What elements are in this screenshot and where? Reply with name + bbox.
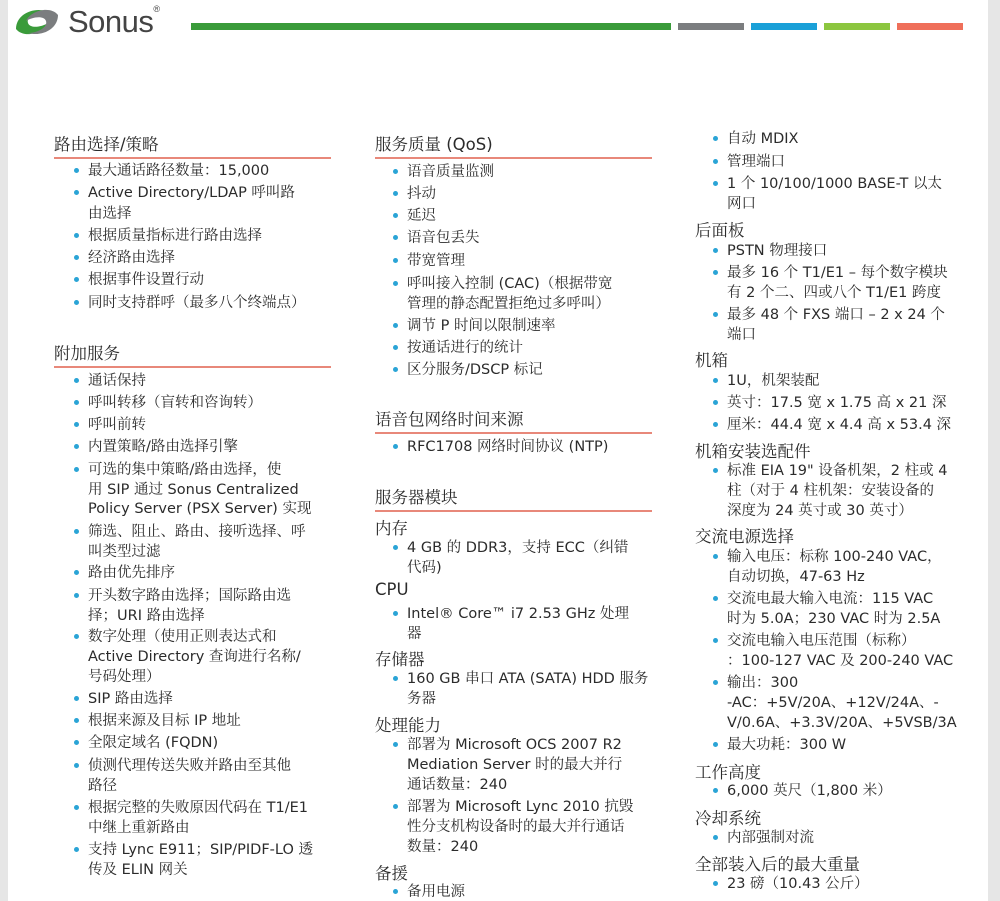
- server-heading: 服务器模块: [375, 488, 458, 507]
- list-item: 输入电压：标称 100-240 VAC，: [727, 547, 942, 568]
- qos-rule: [375, 157, 652, 159]
- list-item: 通话保持: [88, 371, 146, 392]
- list-item: 抖动: [407, 184, 436, 205]
- storage-subheading: 存储器: [375, 650, 425, 669]
- list-item-cont: 器: [407, 626, 422, 642]
- list-item: 备用电源: [407, 882, 465, 901]
- list-item-cont: 有 2 个二、四或八个 T1/E1 跨度: [727, 285, 942, 301]
- list-item: 最大功耗：300 W: [727, 735, 846, 756]
- header-bar-orange: [897, 23, 963, 30]
- list-item: 最大通话路径数量：15,000: [88, 161, 269, 182]
- list-item-cont: 柱（对于 4 柱机架：安装设备的: [727, 483, 934, 499]
- list-item: 延迟: [407, 206, 436, 227]
- list-item: 呼叫前转: [88, 415, 146, 436]
- list-item: 输出：300: [727, 673, 798, 694]
- sonus-logo: [12, 4, 160, 40]
- list-item-cont: 深度为 24 英寸或 30 英寸）: [727, 503, 913, 519]
- header-bar-gray: [678, 23, 744, 30]
- list-item-cont: 时为 5.0A；230 VAC 时为 2.5A: [727, 611, 941, 627]
- list-item: 160 GB 串口 ATA (SATA) HDD 服务: [407, 669, 648, 690]
- list-item: 根据质量指标进行路由选择: [88, 226, 262, 247]
- mount-subheading: 机箱安装选配件: [695, 442, 811, 461]
- list-item-cont: Mediation Server 时的最大并行: [407, 757, 623, 773]
- list-item-cont: 管理的静态配置拒绝过多呼叫）: [407, 296, 610, 312]
- list-item: 侦测代理传送失败并路由至其他: [88, 756, 291, 777]
- list-item-cont: 数量：240: [407, 839, 479, 855]
- routing-heading: 路由选择/策略: [54, 135, 159, 154]
- list-item: 部署为 Microsoft OCS 2007 R2: [407, 735, 622, 756]
- list-item: 部署为 Microsoft Lync 2010 抗毁: [407, 797, 633, 818]
- list-item-cont: 网口: [727, 196, 756, 212]
- list-item: 根据事件设置行动: [88, 270, 204, 291]
- timing-rule: [375, 432, 652, 434]
- list-item-cont: 自动切换，47-63 Hz: [727, 569, 865, 585]
- list-item: 数字处理（使用正则表达式和: [88, 627, 277, 648]
- list-item-cont: 端口: [727, 327, 756, 343]
- list-item: 英寸：17.5 宽 x 1.75 高 x 21 深: [727, 393, 946, 414]
- list-item: 交流电输入电压范围（标称）: [727, 631, 916, 652]
- brand-name: Sonus®: [68, 4, 160, 39]
- additional-heading: 附加服务: [54, 344, 120, 363]
- list-item: 1U，机架装配: [727, 371, 819, 392]
- cpu-subheading: CPU: [375, 580, 409, 599]
- header-bar-blue: [751, 23, 817, 30]
- header-bar-lime: [824, 23, 890, 30]
- list-item-cont: 用 SIP 通过 Sonus Centralized: [88, 482, 299, 498]
- list-item-cont: V/0.6A、+3.3V/20A、+5VSB/3A: [727, 715, 957, 731]
- cooling-subheading: 冷却系统: [695, 809, 761, 828]
- additional-rule: [54, 366, 331, 368]
- list-item: 语音包丢失: [407, 228, 480, 249]
- list-item: 厘米：44.4 宽 x 4.4 高 x 53.4 深: [727, 415, 951, 436]
- qos-heading: 服务质量 (QoS): [375, 135, 493, 154]
- list-item: 内部强制对流: [727, 828, 814, 849]
- capacity-subheading: 处理能力: [375, 716, 441, 735]
- header-bar-green: [191, 23, 671, 30]
- list-item-cont: 代码): [407, 560, 442, 576]
- list-item: 呼叫转移（盲转和咨询转）: [88, 393, 262, 414]
- list-item-cont: 中继上重新路由: [88, 820, 190, 836]
- ac-subheading: 交流电源选择: [695, 527, 794, 546]
- list-item: 内置策略/路由选择引擎: [88, 437, 238, 458]
- list-item: 最多 16 个 T1/E1 – 每个数字模块: [727, 263, 948, 284]
- list-item-cont: 传及 ELIN 网关: [88, 862, 188, 878]
- timing-heading: 语音包网络时间来源: [375, 410, 524, 429]
- list-item-cont: ：100-127 VAC 及 200-240 VAC: [727, 653, 954, 669]
- backup-subheading: 备援: [375, 864, 408, 883]
- list-item-cont: 号码处理）: [88, 669, 161, 685]
- list-item: SIP 路由选择: [88, 689, 173, 710]
- memory-subheading: 内存: [375, 519, 408, 538]
- list-item-cont: 择；URI 路由选择: [88, 608, 205, 624]
- list-item: 按通话进行的统计: [407, 338, 523, 359]
- rear-subheading: 后面板: [695, 221, 745, 240]
- list-item: 同时支持群呼（最多八个终端点）: [88, 293, 306, 314]
- list-item: 最多 48 个 FXS 端口 – 2 x 24 个: [727, 305, 945, 326]
- list-item: 全限定域名 (FQDN): [88, 733, 218, 754]
- list-item: 支持 Lync E911；SIP/PIDF-LO 透: [88, 840, 313, 861]
- server-rule: [375, 510, 652, 512]
- sonus-swoosh-icon: [12, 5, 62, 39]
- list-item: Intel® Core™ i7 2.53 GHz 处理: [407, 604, 629, 625]
- list-item-cont: 由选择: [88, 206, 132, 222]
- chassis-subheading: 机箱: [695, 351, 728, 370]
- list-item: 筛选、阻止、路由、接听选择、呼: [88, 522, 306, 543]
- list-item-cont: 路径: [88, 778, 117, 794]
- list-item-cont: 性分支机构设备时的最大并行通话: [407, 819, 625, 835]
- list-item: 路由优先排序: [88, 563, 175, 584]
- routing-rule: [54, 157, 331, 159]
- list-item-cont: 通话数量：240: [407, 777, 508, 793]
- list-item: 语音质量监测: [407, 162, 494, 183]
- list-item: 根据完整的失败原因代码在 T1/E1: [88, 798, 308, 819]
- list-item-cont: 务器: [407, 691, 436, 707]
- list-item: 标准 EIA 19" 设备机架，2 柱或 4: [727, 461, 947, 482]
- list-item: 区分服务/DSCP 标记: [407, 360, 543, 381]
- list-item: RFC1708 网络时间协议 (NTP): [407, 437, 608, 458]
- list-item-cont: 叫类型过滤: [88, 544, 161, 560]
- list-item: 可选的集中策略/路由选择，使: [88, 460, 281, 481]
- list-item: Active Directory/LDAP 呼叫路: [88, 183, 295, 204]
- list-item: 带宽管理: [407, 251, 465, 272]
- list-item: 23 磅（10.43 公斤）: [727, 874, 869, 895]
- list-item: 4 GB 的 DDR3，支持 ECC（纠错: [407, 538, 628, 559]
- weight-subheading: 全部装入后的最大重量: [695, 855, 860, 874]
- list-item: 开头数字路由选择；国际路由选: [88, 586, 291, 607]
- list-item: 经济路由选择: [88, 248, 175, 269]
- list-item: 交流电最大输入电流：115 VAC: [727, 589, 933, 610]
- list-item: 管理端口: [727, 152, 785, 173]
- list-item: 调节 P 时间以限制速率: [407, 316, 555, 337]
- list-item: 6,000 英尺（1,800 米）: [727, 781, 892, 802]
- list-item: 1 个 10/100/1000 BASE-T 以太: [727, 174, 942, 195]
- list-item: 自动 MDIX: [727, 129, 799, 150]
- list-item-cont: -AC：+5V/20A、+12V/24A、-: [727, 695, 939, 711]
- list-item-cont: Active Directory 查询进行名称/: [88, 649, 301, 665]
- list-item: 根据来源及目标 IP 地址: [88, 711, 241, 732]
- list-item-cont: Policy Server (PSX Server) 实现: [88, 501, 312, 517]
- datasheet-page: [8, 0, 988, 901]
- list-item: PSTN 物理接口: [727, 241, 827, 262]
- list-item: 呼叫接入控制 (CAC)（根据带宽: [407, 274, 612, 295]
- altitude-subheading: 工作高度: [695, 763, 761, 782]
